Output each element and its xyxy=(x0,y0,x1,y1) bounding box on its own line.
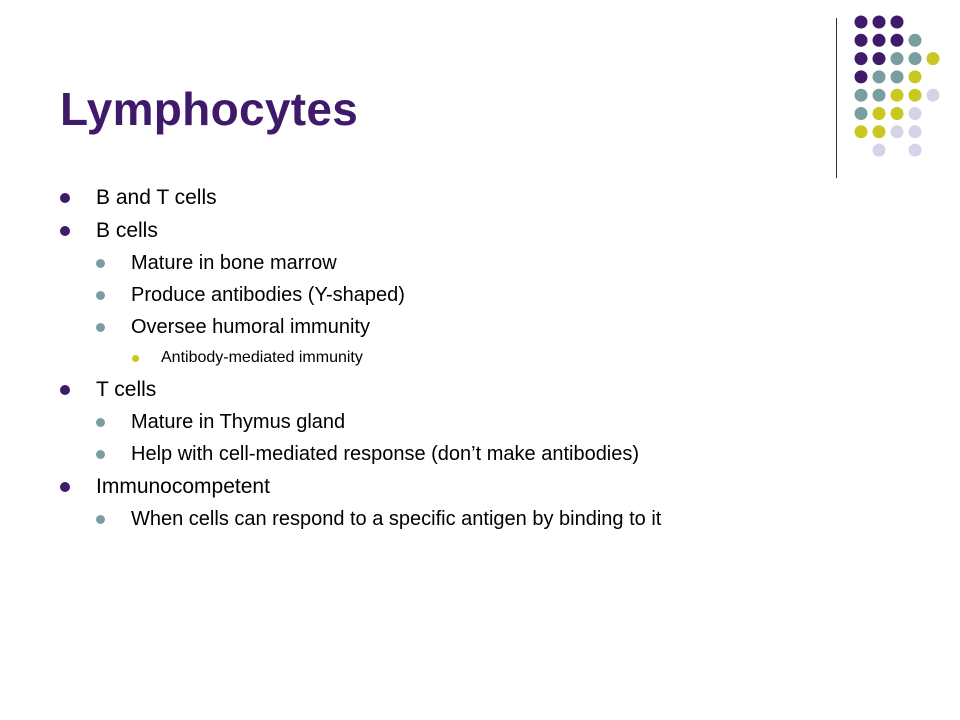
decorative-dot xyxy=(927,52,940,65)
bullet-dot-icon xyxy=(60,226,70,236)
bullet-dot-icon xyxy=(132,355,139,362)
decorative-dot xyxy=(855,34,868,47)
decorative-dot xyxy=(873,16,886,29)
bullet-dot-icon xyxy=(96,291,105,300)
bullet-level3 xyxy=(161,350,363,366)
bullet-dot-icon xyxy=(60,193,70,203)
decorative-dot xyxy=(873,144,886,157)
bullet-dot-icon xyxy=(96,515,105,524)
bullet-level2 xyxy=(131,317,370,337)
bullet-level1 xyxy=(96,379,156,400)
decorative-dot xyxy=(909,52,922,65)
decorative-dot xyxy=(855,89,868,102)
decorative-dot xyxy=(873,107,886,120)
bullet-level2 xyxy=(131,285,405,305)
bullet-text: Mature in bone marrow xyxy=(131,252,337,274)
decorative-dot xyxy=(855,16,868,29)
bullet-level1 xyxy=(96,220,158,241)
bullet-text: Oversee humoral immunity xyxy=(131,316,370,338)
bullet-level2 xyxy=(131,412,345,432)
bullet-level1 xyxy=(96,476,270,497)
bullet-dot-icon xyxy=(96,418,105,427)
bullet-level1 xyxy=(96,187,217,208)
bullet-dot-icon xyxy=(96,450,105,459)
decorative-dot xyxy=(855,70,868,83)
bullet-text: Mature in Thymus gland xyxy=(131,411,346,433)
bullet-level2 xyxy=(131,444,639,464)
bullet-text: B and T cells xyxy=(96,186,217,209)
decorative-dot xyxy=(909,125,922,138)
bullet-text: B cells xyxy=(96,219,158,242)
decorative-dot xyxy=(873,52,886,65)
decorative-dot xyxy=(873,70,886,83)
vertical-divider-line xyxy=(836,18,837,178)
decorative-dot xyxy=(873,89,886,102)
decorative-dot xyxy=(891,34,904,47)
decorative-dot xyxy=(855,107,868,120)
decorative-dot xyxy=(909,107,922,120)
slide-title: Lymphocytes xyxy=(60,83,359,135)
decorative-dot xyxy=(855,125,868,138)
decorative-dot xyxy=(873,34,886,47)
decorative-dot xyxy=(891,125,904,138)
bullet-text: Antibody-mediated immunity xyxy=(161,349,363,366)
bullet-dot-icon xyxy=(96,323,105,332)
decorative-dot xyxy=(891,89,904,102)
decorative-dot xyxy=(927,89,940,102)
decorative-dot xyxy=(891,52,904,65)
bullet-text: Help with cell-mediated response (don’t make antibodies) xyxy=(131,443,640,465)
decorative-dot xyxy=(909,89,922,102)
decorative-dot xyxy=(891,16,904,29)
bullet-level2 xyxy=(131,253,337,273)
bullet-dot-icon xyxy=(60,385,70,395)
decorative-dot xyxy=(909,70,922,83)
bullet-text: When cells can respond to a specific antigen by binding to it xyxy=(131,508,662,530)
decorative-dot xyxy=(855,52,868,65)
decorative-dot xyxy=(909,34,922,47)
bullet-text: Produce antibodies (Y-shaped) xyxy=(131,284,405,306)
decorative-dot xyxy=(909,144,922,157)
bullet-text: T cells xyxy=(96,378,157,401)
decorative-dot xyxy=(873,125,886,138)
decorative-dot xyxy=(891,107,904,120)
decorative-dot xyxy=(891,70,904,83)
bullet-dot-icon xyxy=(60,482,70,492)
bullet-dot-icon xyxy=(96,259,105,268)
bullet-level2 xyxy=(131,509,661,529)
bullet-text: Immunocompetent xyxy=(96,475,270,498)
